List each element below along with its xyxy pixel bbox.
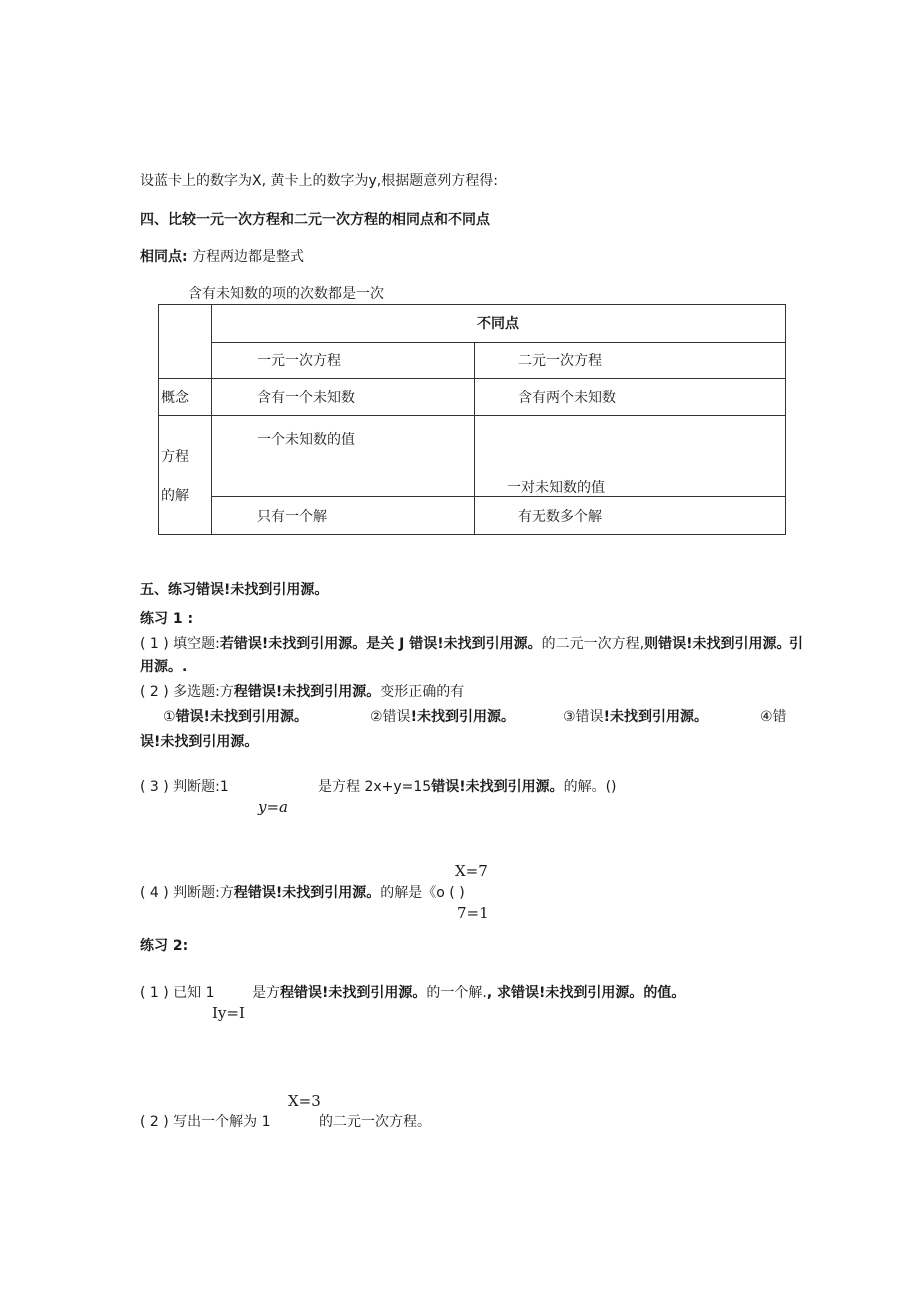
q4-suffix: 的解是《o ( )	[380, 885, 465, 901]
table-vline-1	[211, 305, 212, 534]
p1-error-ref1: 程错误!未找到引用源。	[280, 985, 427, 1001]
q2-prefix: ( 2 ) 多选题:方	[140, 684, 234, 700]
option-1-text: 错误!未找到引用源。	[175, 709, 308, 725]
option-2-mark: ②错误	[370, 709, 411, 725]
p1-sub-equation: Iy=I	[212, 1004, 245, 1022]
p1-middle: 的一个解.	[426, 985, 487, 1001]
same-label: 相同点:	[140, 249, 188, 265]
comparison-table	[158, 304, 786, 535]
row-concept-c1: 含有一个未知数	[257, 390, 355, 406]
option-2	[370, 708, 515, 726]
p1-error-ref2: , 求错误!未找到引用源。的值。	[486, 985, 686, 1001]
q4-line	[140, 884, 465, 902]
q3-suffix: 的解。()	[563, 779, 617, 795]
row-solution-c1b: 只有一个解	[257, 509, 327, 525]
row-solution-c2a: 一对未知数的值	[507, 480, 605, 496]
same-points-line	[140, 248, 304, 266]
q1-error-ref1: 若错误!未找到引用源。是关 J 错误!未找到引用源。	[219, 636, 542, 652]
option-3-mark: ③错误	[563, 709, 604, 725]
q4-top-equation: X=7	[455, 862, 488, 880]
option-2-text: !未找到引用源。	[410, 709, 515, 725]
option-1-mark: ①	[163, 709, 176, 725]
option-3-text: !未找到引用源。	[603, 709, 708, 725]
table-col1-header: 一元一次方程	[257, 353, 341, 369]
q3-equation: 是方程 2x+y=15	[318, 779, 432, 795]
row-solution-c1a: 一个未知数的值	[257, 432, 355, 448]
row-concept-c2: 含有两个未知数	[518, 390, 616, 406]
p2-suffix: 的二元一次方程。	[319, 1114, 431, 1130]
q4-prefix: ( 4 ) 判断题:方	[140, 885, 234, 901]
q3-prefix: ( 3 ) 判断题:1	[140, 779, 229, 795]
q1-prefix: ( 1 ) 填空题:	[140, 636, 220, 652]
q1-middle: 的二元一次方程,	[541, 636, 645, 652]
q2-error-ref: 程错误!未找到引用源。	[233, 684, 381, 700]
p2-top-equation: X=3	[288, 1092, 321, 1110]
option-1	[163, 708, 308, 726]
q1-line2: 用源。.	[140, 659, 188, 675]
option-4: ④错	[760, 709, 787, 725]
table-header-diff: 不同点	[477, 316, 519, 332]
section5-heading: 五、练习错误!未找到引用源。	[140, 582, 329, 598]
q1-error-ref2: 则错误!未找到引用源。	[644, 636, 791, 652]
table-hline-3	[159, 415, 785, 416]
q3-line	[318, 778, 617, 796]
p2-prefix: ( 2 ) 写出一个解为 1	[140, 1114, 271, 1130]
q2-suffix: 变形正确的有	[380, 684, 465, 700]
q4-bottom-equation: 7=1	[457, 904, 489, 922]
table-col2-header: 二元一次方程	[518, 353, 602, 369]
row-solution-c2b: 有无数多个解	[518, 509, 602, 525]
same-text1: 方程两边都是整式	[192, 249, 305, 265]
q3-sub-equation: y=a	[258, 798, 288, 816]
section4-heading: 四、比较一元一次方程和二元一次方程的相同点和不同点	[140, 212, 490, 228]
q2-line	[140, 683, 464, 701]
row-solution-label-1: 方程	[161, 449, 189, 465]
p1-text: 是方	[252, 985, 280, 1001]
intro-line: 设蓝卡上的数字为X, 黄卡上的数字为y,根据题意列方程得:	[140, 173, 498, 189]
ex1-title: 练习 1 :	[140, 611, 194, 627]
q1-wrap-char: 引	[789, 636, 803, 652]
row-solution-label-2: 的解	[161, 488, 189, 504]
p1-line	[252, 984, 685, 1002]
option-4-line2: 误!未找到引用源。	[140, 734, 259, 750]
same-text2: 含有未知数的项的次数都是一次	[188, 286, 384, 302]
option-3	[563, 708, 708, 726]
table-hline-1	[211, 342, 785, 343]
row-concept-label: 概念	[161, 390, 189, 406]
table-hline-2	[159, 378, 785, 379]
table-hline-4	[211, 496, 785, 497]
table-vline-2	[474, 342, 475, 534]
p1-prefix: ( 1 ) 已知 1	[140, 985, 215, 1001]
q4-error-ref: 程错误!未找到引用源。	[233, 885, 381, 901]
q3-error-ref: 错误!未找到引用源。	[431, 779, 564, 795]
ex2-title: 练习 2:	[140, 938, 189, 954]
q1-line1	[140, 635, 790, 653]
